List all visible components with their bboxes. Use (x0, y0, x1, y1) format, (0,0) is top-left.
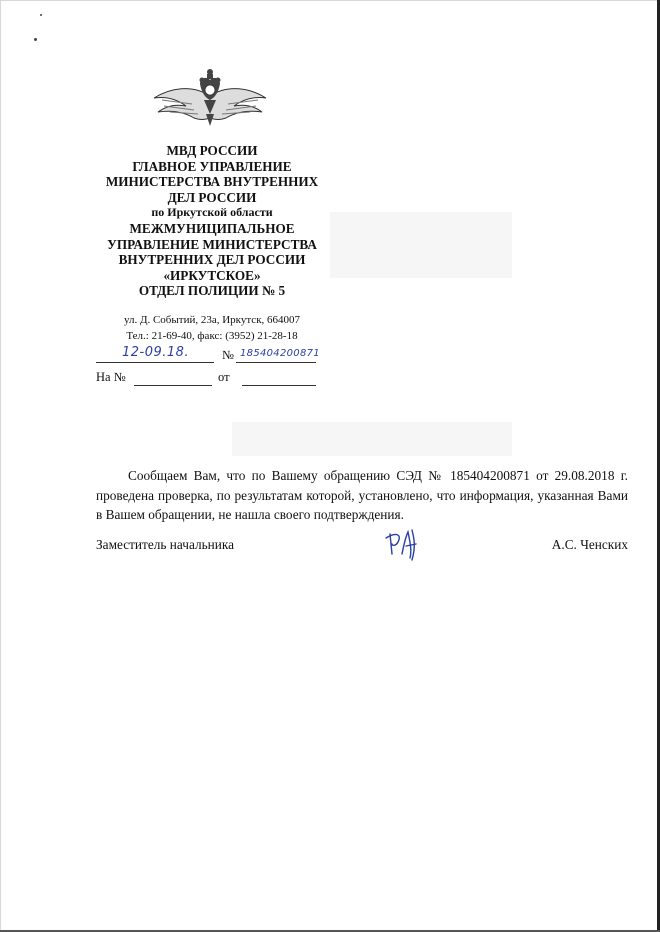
on-number-underline (134, 385, 212, 386)
on-number-label: На № (96, 370, 126, 384)
scan-speck (40, 14, 42, 16)
header-line: по Иркутской области (151, 205, 273, 220)
redacted-salutation-block (232, 422, 512, 456)
phone-line: Тел.: 21-69-40, факс: (3952) 21-28-18 (126, 330, 298, 342)
header-line: МЕЖМУНИЦИПАЛЬНОЕ (129, 220, 295, 236)
header-line: ВНУТРЕННИХ ДЕЛ РОССИИ (118, 252, 306, 268)
handwritten-signature-icon (382, 524, 432, 564)
header-line: МВД РОССИИ (166, 143, 258, 158)
mvd-emblem-icon (152, 66, 268, 132)
address-line: ул. Д. Событий, 23а, Иркутск, 664007 (123, 314, 301, 326)
signatory-name: А.С. Ченских (551, 537, 628, 552)
redacted-recipient-block (330, 212, 512, 278)
number-underline (236, 362, 316, 363)
signatory-title: Заместитель начальника (96, 537, 235, 552)
from-underline (242, 385, 316, 386)
from-label: от (218, 370, 230, 384)
header-line: ГЛАВНОЕ УПРАВЛЕНИЕ (132, 158, 292, 174)
letter-body: Сообщаем Вам, что по Вашему обращению СЭД № 185404200871 от 29.08.2018 г. проведена проверка, по результатам которой, установлено, что информация, указанная Вами в Вашем обращении, не нашла своего подтверждения. (96, 468, 628, 522)
header-line: УПРАВЛЕНИЕ МИНИСТЕРСТВА (107, 236, 317, 252)
handwritten-date: 12-09.18. (122, 345, 190, 360)
department-header (88, 143, 336, 299)
department-address (88, 312, 336, 344)
number-label: № (222, 348, 234, 362)
header-line: ДЕЛ РОССИИ (167, 189, 257, 205)
handwritten-number: 185404200871 (240, 348, 320, 359)
header-line: МИНИСТЕРСТВА ВНУТРЕННИХ (105, 174, 319, 190)
header-line: ОТДЕЛ ПОЛИЦИИ № 5 (138, 283, 286, 299)
date-underline (96, 362, 214, 363)
scan-speck (34, 38, 37, 41)
header-line: «ИРКУТСКОЕ» (163, 267, 261, 283)
